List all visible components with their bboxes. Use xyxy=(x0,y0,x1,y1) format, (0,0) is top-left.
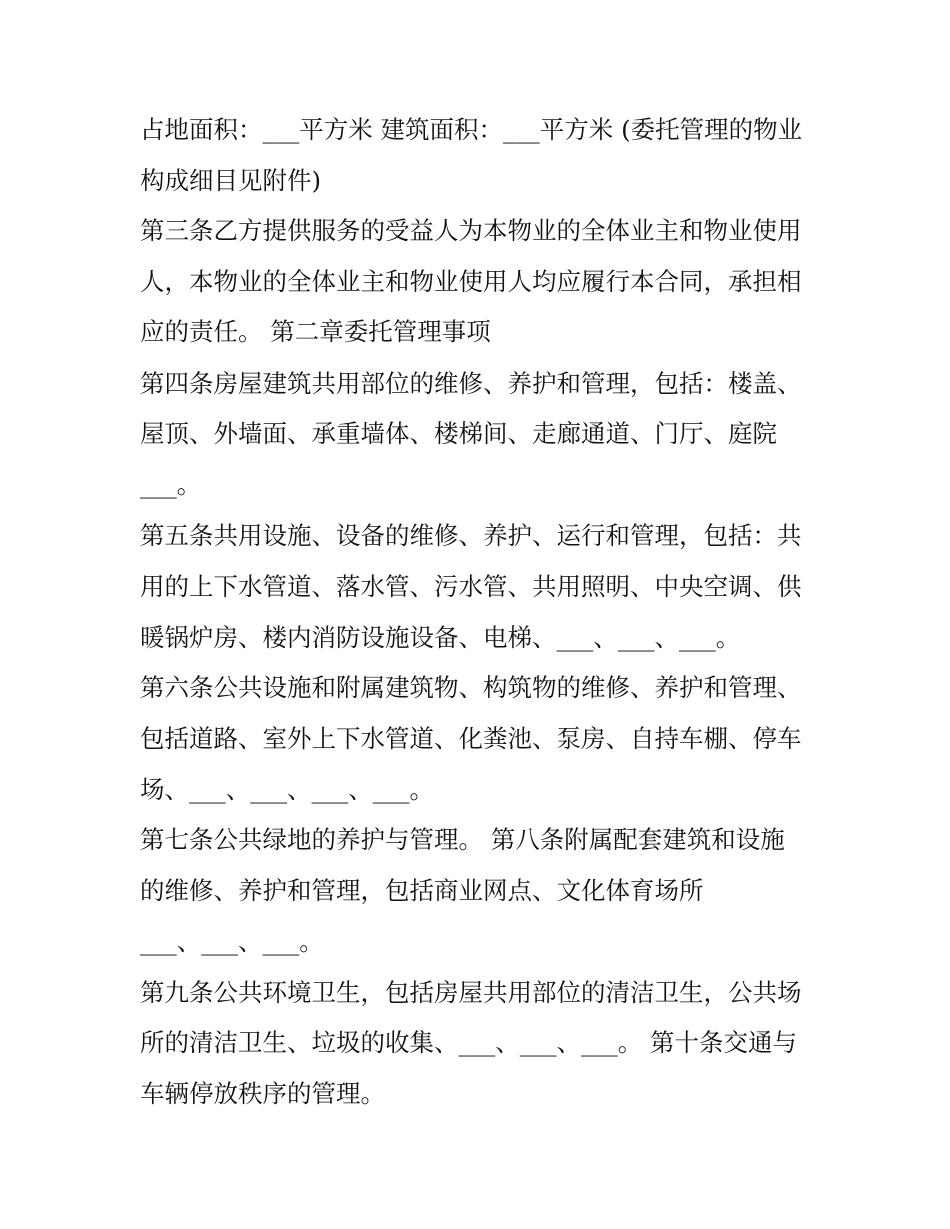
text-line: 屋顶、外墙面、承重墙体、楼梯间、走廊通道、门厅、庭院 xyxy=(140,419,777,448)
text-line: 第四条房屋建筑共用部位的维修、养护和管理，包括：楼盖、 xyxy=(140,369,802,398)
text-line: 第五条共用设施、设备的维修、养护、运行和管理，包括：共 xyxy=(140,521,802,550)
text-line: 占地面积：___平方米 建筑面积：___平方米 (委托管理的物业 xyxy=(140,115,803,144)
text-line: ___、___、___。 xyxy=(140,927,324,956)
text-line: 场、___、___、___、___。 xyxy=(140,775,434,804)
text-line: 包括道路、室外上下水管道、化粪池、泵房、自持车棚、停车 xyxy=(140,724,802,753)
text-line: 第九条公共环境卫生，包括房屋共用部位的清洁卫生，公共场 xyxy=(140,978,802,1007)
text-line: 构成细目见附件) xyxy=(140,166,322,195)
text-line: 的维修、养护和管理，包括商业网点、文化体育场所 xyxy=(140,876,704,905)
text-line: 暖锅炉房、楼内消防设施设备、电梯、___、___、___。 xyxy=(140,623,741,652)
text-line: 用的上下水管道、落水管、污水管、共用照明、中央空调、供 xyxy=(140,572,802,601)
text-line: 第六条公共设施和附属建筑物、构筑物的维修、养护和管理、 xyxy=(140,673,802,702)
text-line: 人，本物业的全体业主和物业使用人均应履行本合同，承担相 xyxy=(140,267,802,296)
text-line: 第七条公共绿地的养护与管理。 第八条附属配套建筑和设施 xyxy=(140,825,785,854)
text-line: 应的责任。 第二章委托管理事项 xyxy=(140,317,491,346)
text-line: ___。 xyxy=(140,470,202,499)
text-line: 所的清洁卫生、垃圾的收集、___、___、___。 第十条交通与 xyxy=(140,1028,798,1057)
text-line: 第三条乙方提供服务的受益人为本物业的全体业主和物业使用 xyxy=(140,216,802,245)
text-line: 车辆停放秩序的管理。 xyxy=(140,1079,385,1108)
